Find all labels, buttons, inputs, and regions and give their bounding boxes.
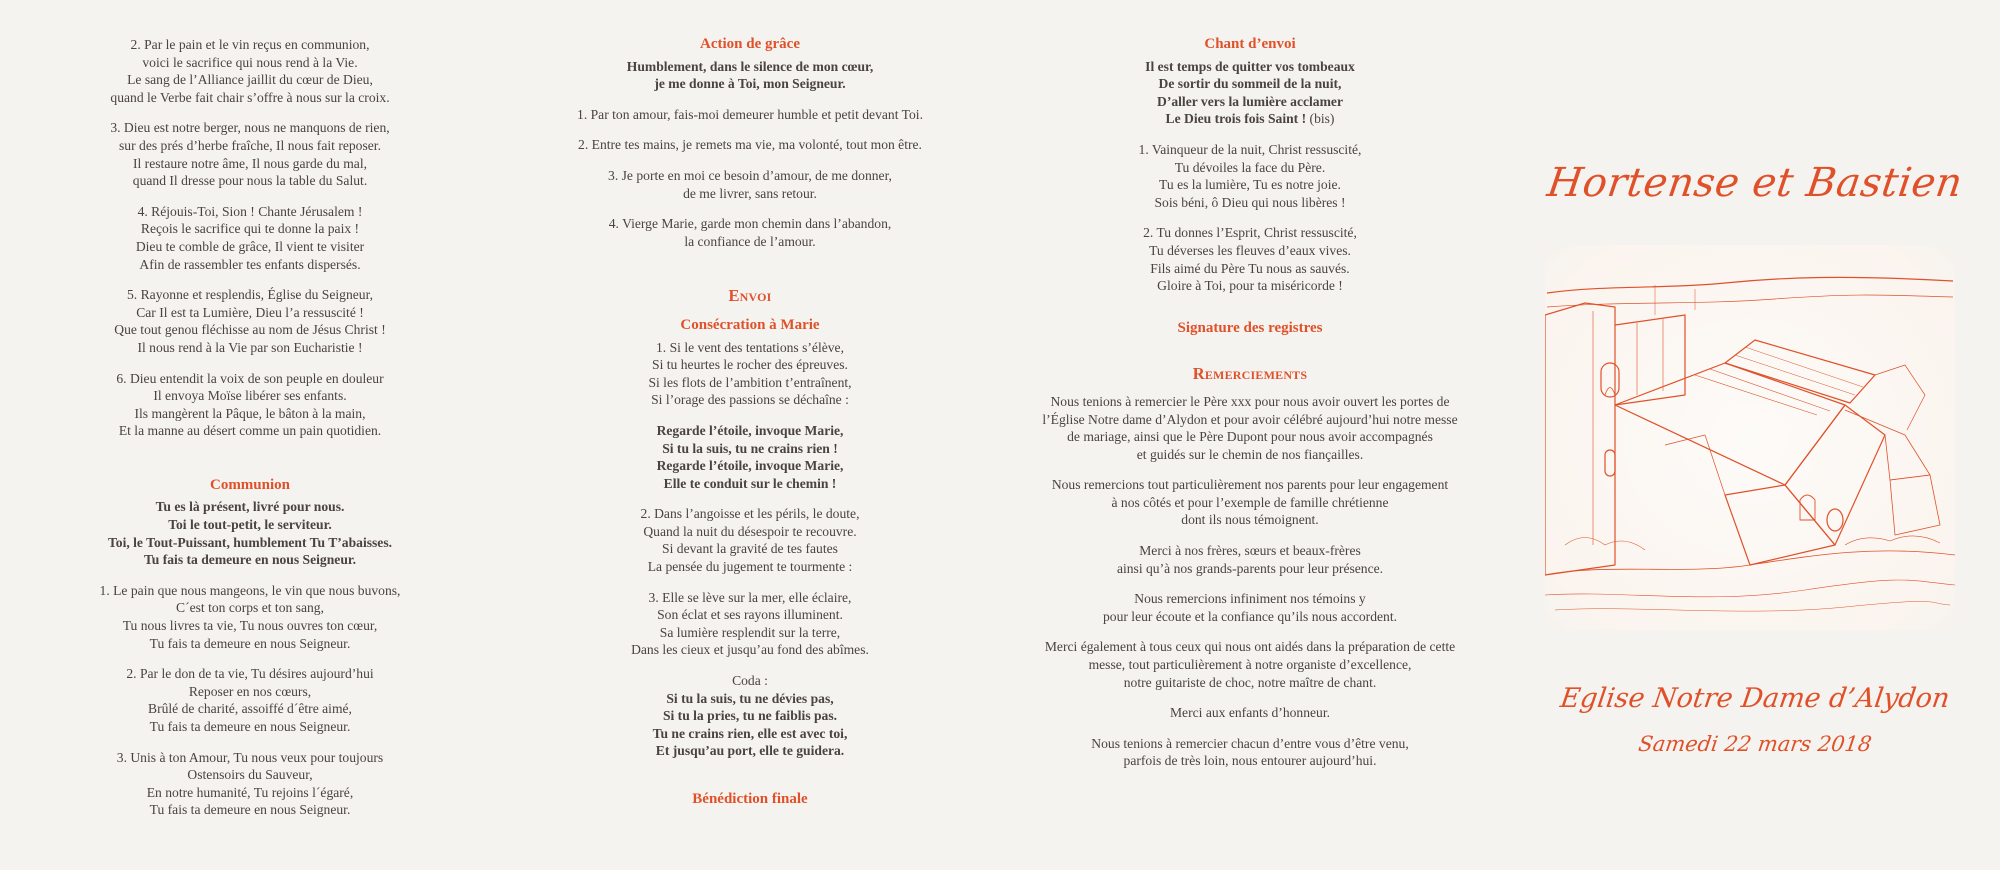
verse-paragraph [550, 505, 950, 575]
grace-refrain [550, 58, 950, 93]
couple-names: Hortense et Bastien [1544, 160, 1966, 206]
text-line: Tu nous livres ta vie, Tu nous ouvres ton cœur, [122, 618, 378, 634]
section-title-chant-envoi: Chant d’envoi [1204, 36, 1296, 52]
verse-paragraph [75, 665, 425, 735]
text-line: Sa lumière resplendit sur la terre, [659, 624, 841, 640]
text-line: Regarde l’étoile, invoque Marie, [656, 422, 844, 438]
text-line: voici le sacrifice qui nous rend à la Vie. [142, 54, 358, 70]
text-line: 3. Elle se lève sur la mer, elle éclaire, [648, 589, 852, 605]
text-line: notre guitariste de choc, notre maître de chant. [1123, 674, 1377, 690]
verse-paragraph [75, 582, 425, 652]
text-line: Tu fais ta demeure en nous Seigneur. [149, 802, 351, 818]
text-line: Gloire à Toi, pour ta miséricorde ! [1157, 278, 1343, 294]
text-line: Que tout genou fléchisse au nom de Jésus Christ ! [114, 322, 386, 338]
text-line: C´est ton corps et ton sang, [176, 600, 324, 616]
consecration-verse-1 [550, 339, 950, 409]
verse-paragraph [550, 167, 950, 202]
text-line: Tu déverses les fleuves d’eaux vives. [1149, 242, 1351, 258]
text-line: Quand la nuit du désespoir te recouvre. [643, 523, 857, 539]
chant-refrain-last: Le Dieu trois fois Saint ! [1165, 111, 1307, 127]
text-line: Toi le tout-petit, le serviteur. [168, 517, 332, 533]
text-line: 1. Le pain que nous mangeons, le vin que nous buvons, [99, 582, 401, 598]
text-line: Ostensoirs du Sauveur, [187, 767, 313, 783]
text-line: De sortir du sommeil de la nuit, [1158, 76, 1342, 92]
text-line: la confiance de l’amour. [684, 233, 816, 249]
text-line: Et la manne au désert comme un pain quotidien. [118, 423, 382, 439]
section-title-benediction: Bénédiction finale [692, 791, 808, 807]
text-line: Si tu la suis, tu ne dévies pas, [666, 690, 834, 706]
chant-refrain-bis: (bis) [1306, 111, 1335, 127]
text-line: 3. Je porte en moi ce besoin d’amour, de me donner, [608, 167, 892, 183]
text-line: 1. Par ton amour, fais-moi demeurer humble et petit devant Toi. [577, 106, 923, 122]
verse-paragraph [1020, 476, 1480, 529]
section-title-remerciements: Remerciements [1192, 364, 1308, 384]
verse-paragraph [550, 106, 950, 124]
verse-paragraph [75, 36, 425, 106]
verse-paragraph [550, 215, 950, 250]
text-line: 2. Tu donnes l’Esprit, Christ ressuscité, [1143, 225, 1357, 241]
text-line: Si tu heurtes le rocher des épreuves. [652, 357, 848, 373]
text-line: Il envoya Moïse libérer ses enfants. [153, 388, 347, 404]
text-line: Regarde l’étoile, invoque Marie, [656, 458, 844, 474]
text-line: 4. Vierge Marie, garde mon chemin dans l’abandon, [608, 216, 892, 232]
text-line: Si les flots de l’ambition t’entraînent, [648, 374, 852, 390]
text-line: Tu es la lumière, Tu es notre joie. [1159, 177, 1341, 193]
verse-paragraph [75, 749, 425, 819]
text-line: Nous remercions infiniment nos témoins y [1134, 591, 1366, 607]
cover-panel [1545, 0, 1965, 870]
verse-paragraph [1020, 704, 1480, 722]
text-line: 1. Si le vent des tentations s’élève, [655, 339, 844, 355]
panel-remerciements [1020, 36, 1480, 783]
text-line: 5. Rayonne et resplendis, Église du Seigneur, [127, 287, 373, 303]
text-line: Tu fais ta demeure en nous Seigneur. [149, 635, 351, 651]
text-line: Merci aux enfants d’honneur. [1169, 705, 1331, 721]
text-line: Le sang de l’Alliance jaillit du cœur de Dieu, [127, 72, 373, 88]
text-line: Humblement, dans le silence de mon cœur, [626, 58, 874, 74]
text-line: 1. Vainqueur de la nuit, Christ ressuscité, [1138, 141, 1362, 157]
text-line: Merci à nos frères, sœurs et beaux-frères [1139, 543, 1361, 559]
text-line: Son éclat et ses rayons illuminent. [657, 607, 843, 623]
text-line: Tu fais ta demeure en nous Seigneur. [143, 552, 357, 568]
grace-verses [550, 106, 950, 251]
verse-paragraph [1020, 590, 1480, 625]
text-line: Elle te conduit sur le chemin ! [663, 475, 837, 491]
text-line: Il est temps de quitter vos tombeaux [1145, 58, 1355, 74]
verse-paragraph [1020, 224, 1480, 294]
text-line: Fils aimé du Père Tu nous as sauvés. [1150, 260, 1350, 276]
text-line: dont ils nous témoignent. [1181, 512, 1319, 528]
text-line: à nos côtés et pour l’exemple de famille chrétienne [1111, 494, 1389, 510]
text-line: 3. Dieu est notre berger, nous ne manquons de rien, [110, 120, 390, 136]
section-title-consecration: Consécration à Marie [680, 316, 820, 333]
text-line: Tu es là présent, livré pour nous. [155, 499, 345, 515]
text-line: Tu dévoiles la face du Père. [1174, 159, 1326, 175]
text-line: Toi, le Tout-Puissant, humblement Tu T’abaisses. [107, 534, 393, 550]
text-line: quand le Verbe fait chair s’offre à nous sur la croix. [110, 89, 390, 105]
text-line: Reçois le sacrifice qui te donne la paix ! [140, 221, 360, 237]
text-line: Nous remercions tout particulièrement nos parents pour leur engagement [1051, 477, 1449, 493]
text-line: parfois de très loin, nous entourer aujourd’hui. [1123, 753, 1377, 769]
verse-paragraph [1020, 141, 1480, 211]
text-line: messe, tout particulièrement à notre organiste d’excellence, [1088, 657, 1412, 673]
verse-paragraph [1020, 638, 1480, 691]
consecration-refrain [550, 422, 950, 492]
communion-refrain [75, 498, 425, 568]
text-line: 2. Dans l’angoisse et les périls, le doute, [640, 506, 860, 522]
text-line: Brûlé de charité, assoiffé d´être aimé, [148, 701, 352, 717]
communion-verses [75, 582, 425, 819]
section-title-signature: Signature des registres [1177, 319, 1323, 336]
text-line: quand Il dresse pour nous la table du Salut. [132, 173, 368, 189]
section-title-action-de-grace: Action de grâce [700, 36, 800, 52]
text-line: 2. Entre tes mains, je remets ma vie, ma volonté, tout mon être. [578, 137, 922, 153]
verse-paragraph [75, 119, 425, 189]
text-line: Tu fais ta demeure en nous Seigneur. [149, 719, 351, 734]
panel-envoi [550, 36, 950, 813]
verse-paragraph [75, 286, 425, 356]
text-line: Tu ne crains rien, elle est avec toi, [652, 725, 848, 741]
text-line: Sois béni, ô Dieu qui nous libères ! [1154, 194, 1346, 210]
verse-paragraph [75, 203, 425, 273]
text-line: Reposer en nos cœurs, [188, 683, 312, 699]
text-line: D’aller vers la lumière acclamer [1157, 93, 1343, 109]
text-line: Si l’orage des passions se déchaîne : [651, 392, 849, 408]
verses-group-1 [75, 36, 425, 440]
consecration-verses [550, 505, 950, 659]
text-line: ainsi qu’à nos grands-parents pour leur présence. [1116, 560, 1384, 576]
text-line: Si tu la suis, tu ne crains rien ! [662, 440, 838, 456]
text-line: je me donne à Toi, mon Seigneur. [654, 76, 846, 92]
text-line: 2. Par le pain et le vin reçus en communion, [130, 37, 370, 52]
verse-paragraph [75, 370, 425, 440]
text-line: 3. Unis à ton Amour, Tu nous veux pour toujours [116, 749, 384, 765]
text-line: Dieu te comble de grâce, Il vient te visiter [135, 238, 365, 254]
text-line: La pensée du jugement te tourmente : [647, 559, 853, 575]
coda-label: Coda : [732, 673, 768, 689]
chant-verses [1020, 141, 1480, 295]
panel-communion [75, 36, 425, 832]
text-line: 6. Dieu entendit la voix de son peuple en douleur [116, 370, 384, 386]
text-line: et guidés sur le chemin de nos fiançailles. [1136, 446, 1364, 462]
verse-paragraph [1020, 735, 1480, 770]
text-line: Si devant la gravité de tes fautes [662, 541, 838, 557]
section-title-envoi: Envoi [728, 286, 772, 306]
wedding-date: Samedi 22 mars 2018 [1636, 732, 1874, 756]
text-line: Nous tenions à remercier chacun d’entre vous d’être venu, [1091, 735, 1409, 751]
chant-refrain [1020, 58, 1480, 128]
text-line: Dans les cieux et jusqu’au fond des abîmes. [631, 642, 869, 658]
section-title-communion: Communion [209, 476, 291, 493]
verse-paragraph [1020, 542, 1480, 577]
text-line: Si tu la pries, tu ne faiblis pas. [662, 708, 838, 724]
text-line: En notre humanité, Tu rejoins l´égaré, [146, 784, 354, 800]
verse-paragraph [1020, 393, 1480, 463]
thanks-paragraphs [1020, 393, 1480, 770]
text-line: Il nous rend à la Vie par son Eucharistie ! [137, 339, 363, 355]
coda-lines [550, 690, 950, 760]
text-line: 4. Réjouis-Toi, Sion ! Chante Jérusalem ! [137, 203, 363, 219]
text-line: 2. Par le don de ta vie, Tu désires aujourd’hui [126, 666, 374, 682]
text-line: Et jusqu’au port, elle te guidera. [655, 743, 845, 759]
church-sketch-image [1545, 245, 1955, 630]
text-line: Nous tenions à remercier le Père xxx pour nous avoir ouvert les portes de [1050, 393, 1450, 409]
text-line: de mariage, ainsi que le Père Dupont pour nous avoir accompagnés [1067, 429, 1433, 445]
verse-paragraph [550, 589, 950, 659]
text-line: Merci également à tous ceux qui nous ont aidés dans la préparation de cette [1044, 639, 1456, 655]
text-line: de me livrer, sans retour. [683, 185, 817, 201]
text-line: sur des prés d’herbe fraîche, Il nous fait reposer. [119, 137, 381, 153]
text-line: pour leur écoute et la confiance qu’ils nous accordent. [1102, 608, 1398, 624]
verse-paragraph [550, 136, 950, 154]
text-line: Car Il est ta Lumière, Dieu l’a ressuscité ! [136, 304, 364, 320]
text-line: Ils mangèrent la Pâque, le bâton à la main, [134, 405, 366, 421]
text-line: Afin de rassembler tes enfants dispersés. [139, 256, 361, 272]
text-line: l’Église Notre dame d’Alydon et pour avoir célébré aujourd’hui notre messe [1042, 411, 1458, 427]
church-name: Eglise Notre Dame d’Alydon [1558, 683, 1952, 714]
text-line: Il restaure notre âme, Il nous garde du mal, [132, 155, 368, 171]
